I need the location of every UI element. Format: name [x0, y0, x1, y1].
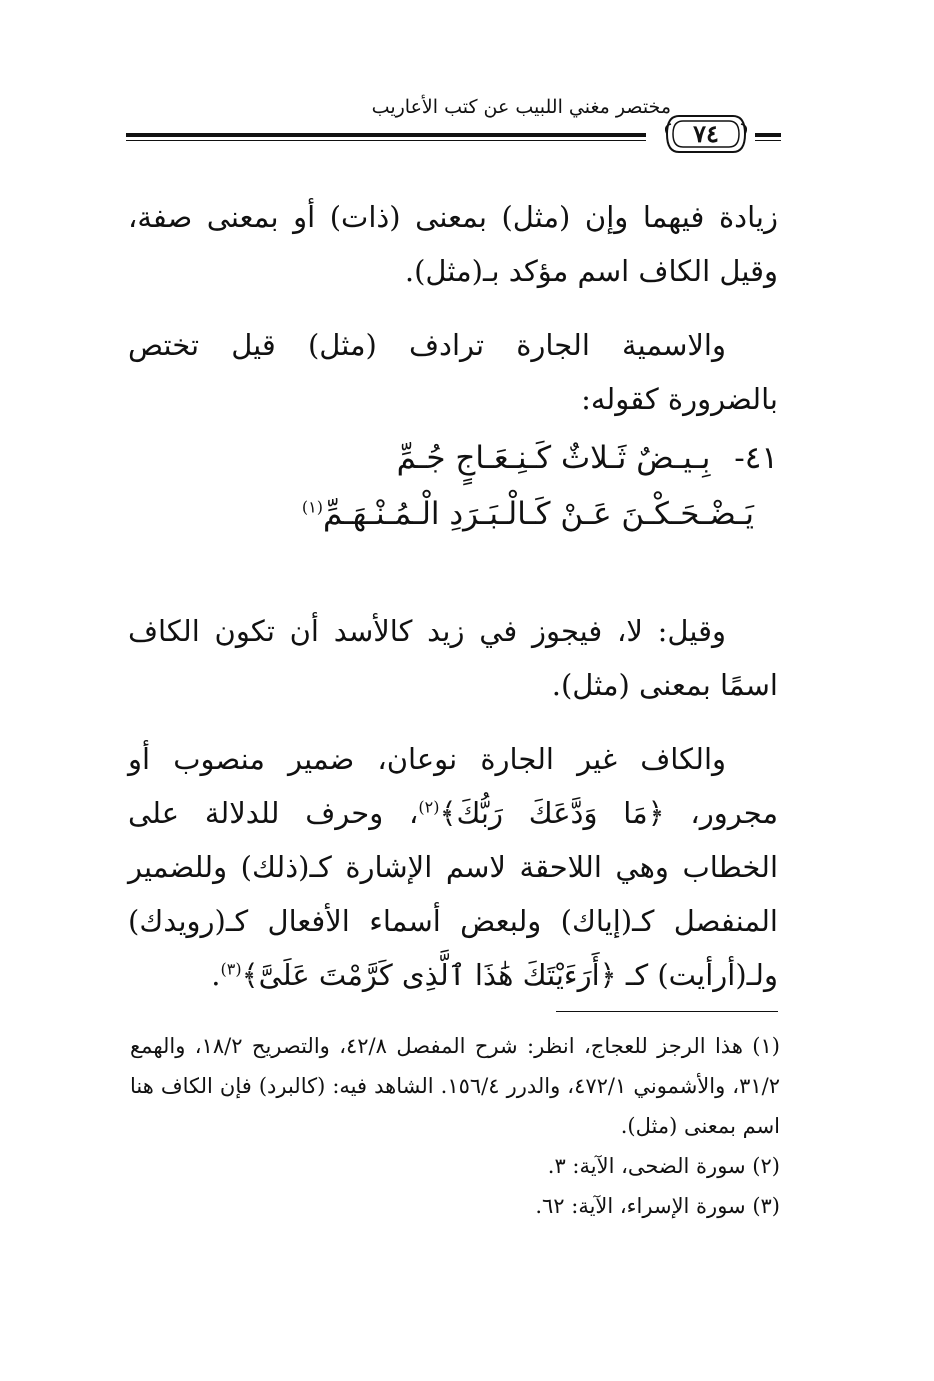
verse-line-2-text: يَـضْـحَـكْـنَ عَـنْ كَـالْـبَـرَدِ الْـمُـنْـهَـمِّ: [322, 496, 754, 532]
footnote-ref-1[interactable]: (١): [301, 497, 323, 517]
header-rule-thin: [126, 140, 646, 141]
header-title: مختصر مغني اللبيب عن كتب الأعاريب: [371, 96, 671, 118]
footnote-ref-3[interactable]: (٣): [220, 959, 242, 979]
verse-number: ٤١-: [734, 440, 778, 476]
paragraph-2-text: والاسمية الجارة ترادف (مثل) قيل تختص بالضرورة كقوله:: [128, 328, 778, 416]
header-rule-right-thin: [755, 140, 781, 141]
footnote-1: (١) هذا الرجز للعجاج، انظر: شرح المفصل ٤٢/٨، والتصريح ١٨/٢، والهمع ٣١/٢، والأشموني ٤٧٢/١، والدرر ١٥٦/٤. الشاهد فيه: (كالبرد) فإن الكاف هنا اسم بمعنى (مثل).: [130, 1034, 780, 1138]
paragraph-3: [128, 604, 778, 712]
paragraph-4-text-b: ، وحرف للدلالة على الخطاب وهي اللاحقة لاسم الإشارة كـ(ذلك) وللضمير المنفصل كـ(إياك) ولبعض أسماء الأفعال كـ(رويدك) ولـ(أرأيت) كـ ﴿أَرَءَيْتَكَ هَٰذَا ٱلَّذِى كَرَّمْتَ عَلَىَّ﴾: [128, 796, 778, 992]
footnote-2: (٢) سورة الضحى، الآية: ٣.: [547, 1154, 780, 1178]
footnotes: [130, 1026, 780, 1226]
verse-line-1: [397, 440, 778, 476]
paragraph-2: [128, 318, 778, 426]
footnote-ref-2[interactable]: (٢): [418, 797, 440, 817]
page-number: ٧٤: [693, 119, 719, 148]
header-rule-right: [755, 133, 781, 137]
verse-line-1-text: بِـيـضٌ ثَـلاثٌ كَـنِـعَـاجٍ جُـمِّ: [396, 440, 711, 476]
verse-line-2: [302, 496, 754, 532]
page-number-badge: [665, 112, 747, 156]
paragraph-3-text: وقيل: لا، فيجوز في زيد كالأسد أن تكون الكاف اسمًا بمعنى (مثل).: [128, 614, 778, 702]
header-rule: [126, 133, 646, 137]
paragraph-4-end: .: [211, 958, 221, 992]
paragraph-1: زيادة فيهما وإن (مثل) بمعنى (ذات) أو بمعنى صفة، وقيل الكاف اسم مؤكد بـ(مثل).: [128, 200, 778, 288]
running-header: [126, 88, 781, 158]
paragraph-4-text-a: والكاف غير الجارة نوعان، ضمير منصوب أو مجرور، ﴿مَا وَدَّعَكَ رَبُّكَ﴾: [128, 742, 779, 830]
footnote-3: (٣) سورة الإسراء، الآية: ٦٢.: [535, 1194, 780, 1218]
footnote-separator: [556, 1011, 778, 1012]
paragraph-4: [128, 732, 778, 1002]
